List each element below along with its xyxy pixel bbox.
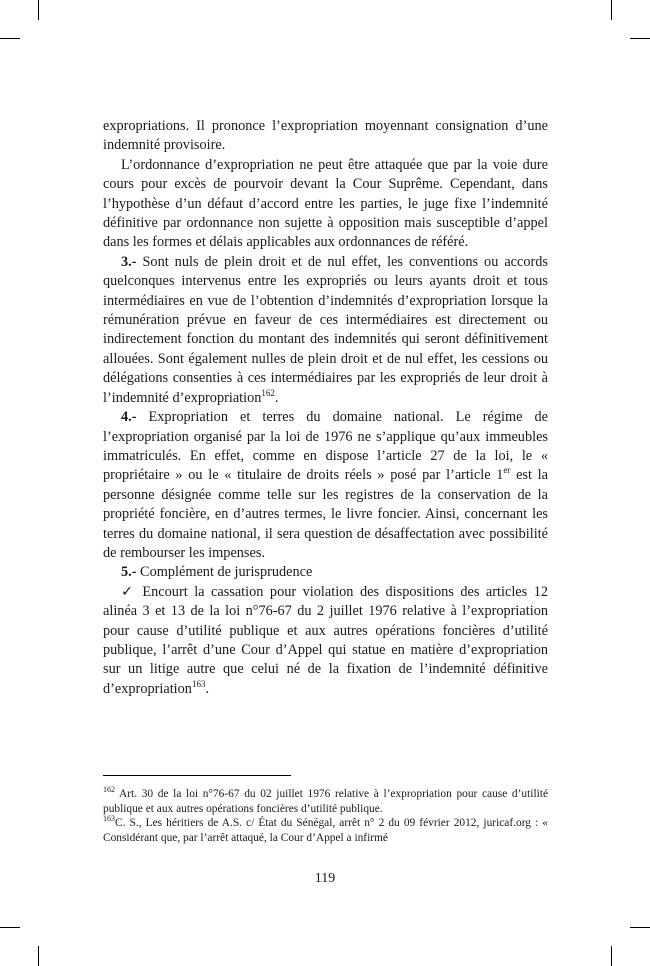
paragraph-number: 3.- — [121, 253, 137, 270]
paragraph-3: 3.- Sont nuls de plein droit et de nul effet, les conventions ou accords quelconques intervenus entre les expropriés ou leurs ayants droit et tous intermédiaires en vue de l’obtention d’indemnités d’expropriation lorsque la rémunération prévue en faveur de ces intermédiaires est directement ou indirectement fonction du montant des indemnités qui seront définitivement allouées. Sont également nulles de plein droit et de nul effet, les cessions ou délégations consenties à ces intermédiaires par les expropriés de leur droit à l’indemnité d’expropriation$^{162}$. — [103, 253, 548, 406]
footnote-text: C. S., Les héritiers de A.S. c/ État du Sénégal, arrêt n° 2 du 09 février 2012, juricaf.org : « Considérant que, par l’arrêt attaqué, la Cour d’Appel a infirmé — [103, 817, 548, 844]
crop-mark — [0, 927, 20, 928]
crop-mark — [630, 927, 650, 928]
page-number: 119 — [314, 871, 336, 886]
paragraph-text: expropriations. Il prononce l’expropriation moyennant consignation d’une indemnité provisoire. — [103, 118, 548, 154]
section-heading: Complément de jurisprudence — [136, 564, 313, 581]
footnote — [103, 787, 548, 816]
crop-mark — [611, 946, 612, 966]
page-body — [103, 117, 548, 699]
crop-mark — [611, 0, 612, 20]
paragraph-text: Encourt la cassation pour violation des dispositions des articles 12 alinéa 3 et 13 de la loi n°76-67 du 2 juillet 1976 relative à l’expropriation pour cause d’utilité publique et aux autres opérations foncières d’utilité publique, l’arrêt d’une Cour d’Appel qui statue en matière d’expropriation sur un litige autre que celui né de la fixation de l’indemnité définitive d’expropriation — [103, 583, 548, 697]
crop-mark — [0, 38, 20, 39]
paragraph-text: Sont nuls de plein droit et de nul effet, les conventions ou accords quelconques intervenus entre les expropriés ou leurs ayants droit et tous intermédiaires en vue de l’obtention d’indemnités d’expropriation lorsque la rémunération prévue en faveur de ces intermédiaires est directement ou indirectement fonction du montant des indemnités qui seront définitivement allouées. Sont également nulles de plein droit et de nul effet, les cessions ou délégations consenties à ces intermédiaires par les expropriés de leur droit à l’indemnité d’expropriation — [103, 253, 548, 406]
bullet-paragraph: ✓ Encourt la cassation pour violation des dispositions des articles 12 alinéa 3 et 13 de la loi n°76-67 du 2 juillet 1976 relative à l’expropriation pour cause d’utilité publique et aux autres opérations foncières d’utilité publique, l’arrêt d’une Cour d’Appel qui statue en matière d’expropriation sur un litige autre que celui né de la fixation de l’indemnité définitive d’expropriation$^{163}$. — [103, 583, 548, 697]
paragraph-text: L’ordonnance d’expropriation ne peut être attaquée que par la voie dure cours pour excès de pourvoir devant la Cour Suprême. Cependant, dans l’hypothèse d’un défaut d’accord entre les parties, le juge fixe l’indemnité définitive par ordonnance non sujette à opposition mais susceptible d’appel dans les formes et délais applicables aux ordonnances de référé. — [103, 156, 548, 251]
footnote — [103, 816, 548, 845]
crop-mark — [38, 0, 39, 20]
footnote-number: 162 — [103, 785, 115, 795]
crop-mark — [630, 38, 650, 39]
paragraph-5 — [103, 563, 548, 582]
paragraph-text: est la personne désignée comme telle sur les registres de la conservation de la propriété foncière, en d’autres termes, le livre foncier. Ainsi, concernant les terres du domaine national, il sera question de désaffectation avec possibilité de rembourser les impenses. — [103, 467, 548, 561]
footnote-number: 163 — [103, 814, 115, 824]
footnote-ref[interactable]: 163 — [191, 679, 206, 690]
paragraph — [103, 117, 548, 156]
footnote-text: Art. 30 de la loi n°76-67 du 02 juillet 1976 relative à l’expropriation pour cause d’utilité publique et aux autres opérations foncières d’utilité publique. — [103, 788, 548, 815]
paragraph-number: 5.- — [121, 564, 137, 581]
footnote-ref[interactable]: 162 — [261, 387, 275, 398]
checkmark-icon: ✓ — [121, 583, 136, 600]
paragraph-number: 4.- — [121, 409, 137, 426]
footnotes — [103, 787, 548, 845]
crop-mark — [38, 946, 39, 966]
paragraph-text: Expropriation et terres du domaine national. Le régime de l’expropriation organisé par la loi de 1976 ne s’applique qu’aux immeubles immatriculés. En effet, comme en dispose l’article 27 de la loi, le « propriétaire » ou le « titulaire de droits réels » posé par l’article 1 — [103, 409, 548, 484]
superscript: er — [503, 465, 511, 476]
footnote-divider — [103, 775, 291, 776]
paragraph-4 — [103, 408, 548, 563]
paragraph — [103, 156, 548, 253]
